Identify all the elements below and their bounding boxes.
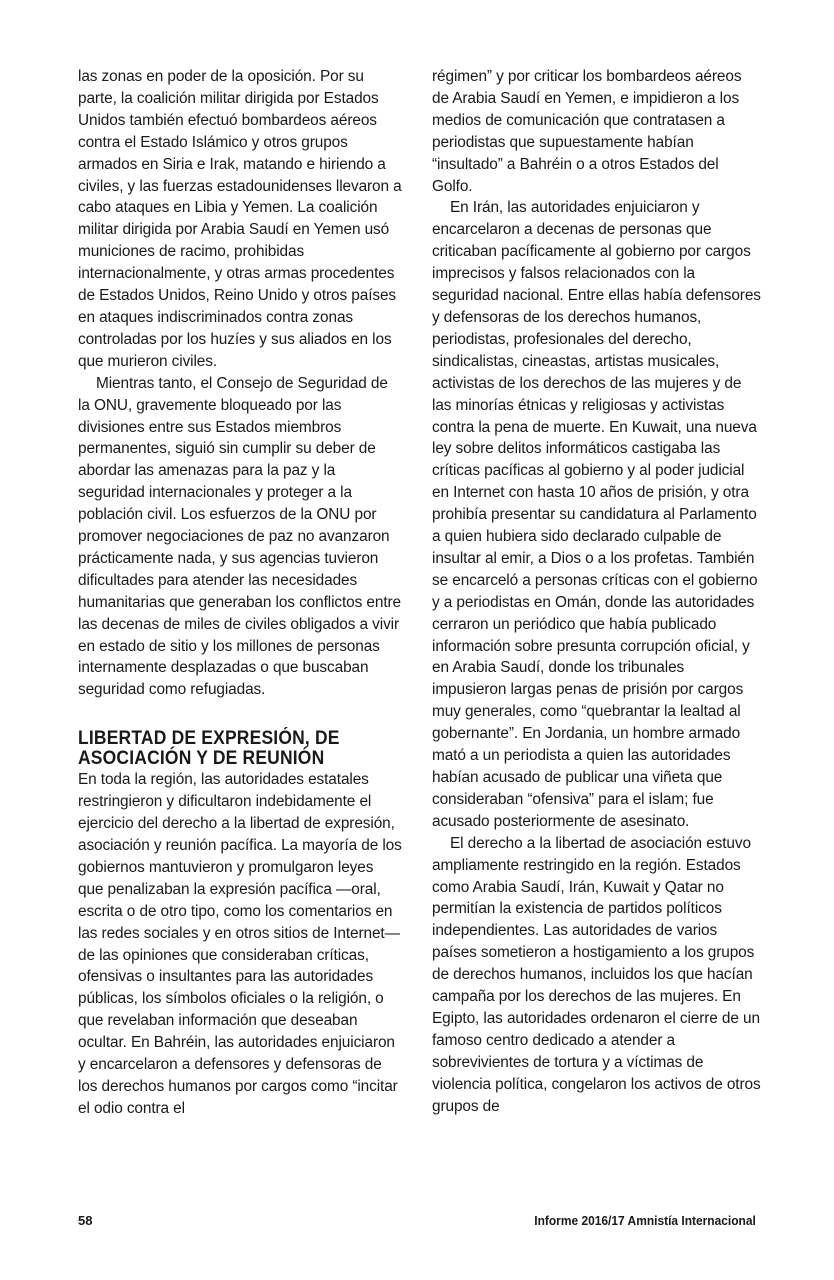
left-paragraph-3: En toda la región, las autoridades estatales restringieron y dificultaron indebidamente el ejercicio del derecho a la libertad de expresión, asociación y reunión pacífica. La mayoría de los gobiernos mantuvieron y promulgaron leyes que penalizaban la expresión pacífica —oral, escrita o de otro tipo, como los comentarios en las redes sociales y en otros sitios de Internet— de las opiniones que consideraban críticas, ofensivas o insultantes para las autoridades públicas, los símbolos oficiales o la religión, o que revelaban información que deseaban ocultar. En Bahréin, las autoridades enjuiciaron y encarcelaron a defensores y defensoras de los derechos humanos por cargos como “incitar el odio contra el: [78, 771, 402, 1117]
right-paragraph-2: En Irán, las autoridades enjuiciaron y encarcelaron a decenas de personas que criticaban pacíficamente al gobierno por cargos imprecisos y falsos relacionados con la seguridad nacional. Entre ellas había defensores y defensoras de los derechos humanos, periodistas, profesionales del derecho, sindicalistas, cineastas, artistas musicales, activistas de los derechos de las mujeres y de las minorías étnicas y religiosas y activistas contra la pena de muerte. En Kuwait, una nueva ley sobre delitos informáticos castigaba las críticas pacíficas al gobierno y al poder judicial en Internet con hasta 10 años de prisión, y otra prohibía presentar su candidatura al Parlamento a quien hubiera sido declarado culpable de insultar al emir, a Dios o a los profetas. También se encarceló a personas críticas con el gobierno y a periodistas en Omán, donde las autoridades cerraron un periódico que había publicado información sobre presunta corrupción oficial, y en Arabia Saudí, donde los tribunales impusieron largas penas de prisión por cargos muy generales, como “quebrantar la lealtad al gobernante”. En Jordania, un hombre armado mató a un periodista a quien las autoridades habían acusado de publicar una viñeta que consideraban “ofensiva” para el islam; fue acusado posteriormente de asesinato.: [432, 199, 761, 830]
right-paragraph-3: El derecho a la libertad de asociación estuvo ampliamente restringido en la región. Estados como Arabia Saudí, Irán, Kuwait y Qatar no permitían la existencia de partidos políticos independientes. Las autoridades de varios países sometieron a hostigamiento a los grupos de derechos humanos, incluidos los que hacían campaña por los derechos de las mujeres. En Egipto, las autoridades ordenaron el cierre de un famoso centro dedicado a atender a sobrevivientes de tortura y a víctimas de violencia política, congelaron los activos de otros grupos de: [432, 834, 761, 1115]
right-paragraph-1: régimen” y por criticar los bombardeos aéreos de Arabia Saudí en Yemen, e impidieron a los medios de comunicación que contratasen a periodistas que supuestamente habían “insultado” a Bahréin o a otros Estados del Golfo.: [432, 68, 742, 195]
right-column: [432, 66, 762, 1118]
left-column: [78, 66, 402, 1120]
left-paragraph-2: Mientras tanto, el Consejo de Seguridad de la ONU, gravemente bloqueado por las divisiones entre sus Estados miembros permanentes, siguió sin cumplir su deber de abordar las amenazas para la paz y la seguridad internacionales y proteger a la población civil. Los esfuerzos de la ONU por promover negociaciones de paz no avanzaron prácticamente nada, y sus agencias tuvieron dificultades para atender las necesidades humanitarias que generaban los conflictos entre las decenas de miles de civiles obligados a vivir en estado de sitio y los millones de personas internamente desplazadas o que buscaban seguridad como refugiadas.: [78, 374, 401, 699]
page-number: 58: [78, 1213, 93, 1228]
section-heading: LIBERTAD DE EXPRESIÓN, DE ASOCIACIÓN Y DE REUNIÓN: [78, 728, 340, 770]
publication-title: Informe 2016/17 Amnistía Internacional: [534, 1213, 756, 1228]
left-paragraph-1: las zonas en poder de la oposición. Por su parte, la coalición militar dirigida por Estados Unidos también efectuó bombardeos aéreos contra el Estado Islámico y otros grupos armados en Siria e Irak, matando e hiriendo a civiles, y las fuerzas estadounidenses llevaron a cabo ataques en Libia y Yemen. La coalición militar dirigida por Arabia Saudí en Yemen usó municiones de racimo, prohibidas internacionalmente, y otras armas procedentes de Estados Unidos, Reino Unido y otros países en ataques indiscriminados contra zonas controladas por los huzíes y sus aliados en los que murieron civiles.: [78, 68, 402, 370]
